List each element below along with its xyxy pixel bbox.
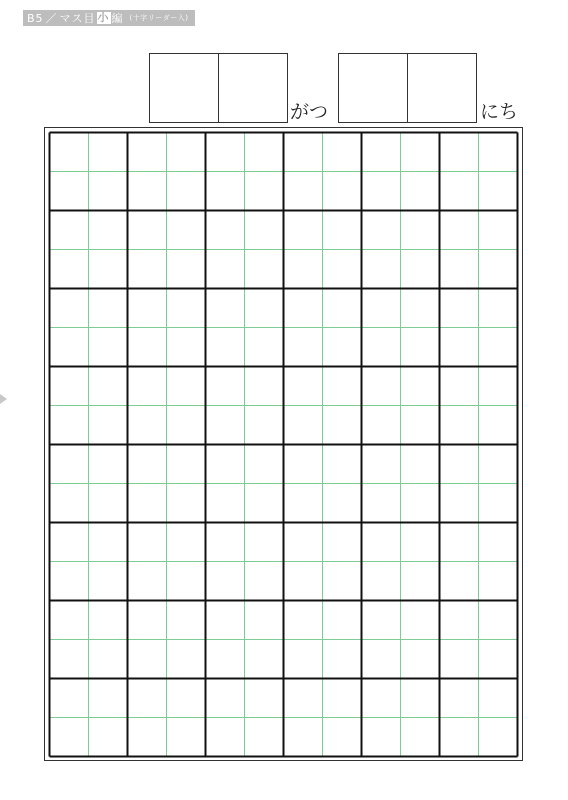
day-word: にち (480, 101, 519, 123)
separator: ／ (45, 12, 58, 25)
paper-size-label: B5 (27, 11, 44, 25)
grid-label: マス目 (59, 12, 96, 25)
guide-type-label: (十字リーダー入) (129, 14, 189, 22)
month-word: がつ (290, 101, 329, 123)
size-label: 小 (97, 11, 110, 24)
edition-label: 編 (111, 12, 124, 25)
